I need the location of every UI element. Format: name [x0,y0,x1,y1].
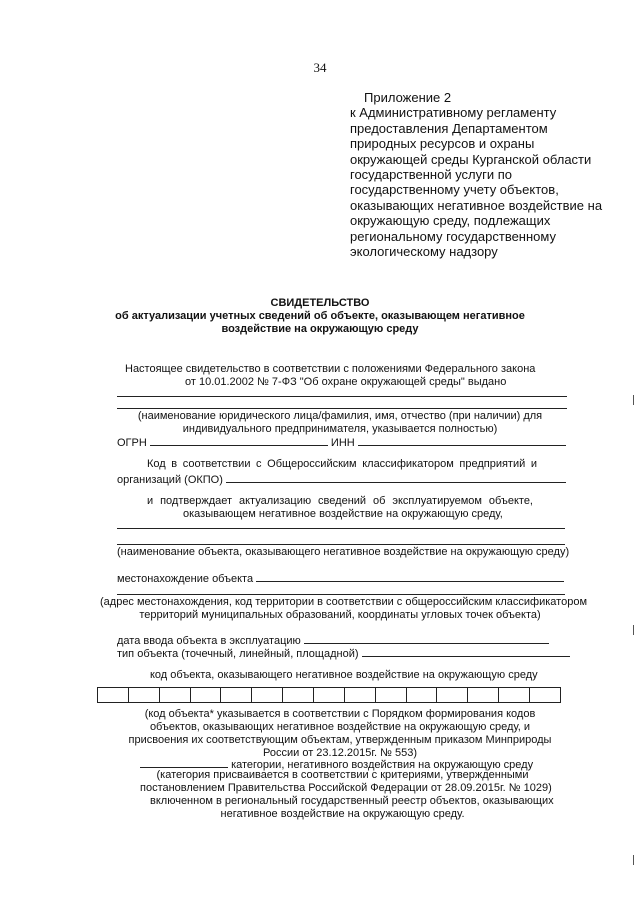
ogrn-label: ОГРН [117,437,147,449]
ogrn-field[interactable] [150,434,328,446]
code-hint: России от 23.12.2015г. № 553) [263,747,417,759]
code-cell[interactable] [220,688,251,702]
certificate-subtitle: воздействие на окружающую среду [221,323,419,335]
code-cell[interactable] [159,688,190,702]
appendix-line: окружающей среды Курганской области [350,151,592,167]
appendix-line: предоставления Департаментом [350,120,548,136]
intro-text: от 10.01.2002 № 7-ФЗ "Об охране окружающей среды" выдано [185,376,507,388]
page-number: 34 [313,60,327,75]
confirm-text: и подтверждает актуализацию сведений об эксплуатируемом объекте, [147,495,533,507]
appendix-line: оказывающих негативное воздействие на [350,197,603,213]
code-hint: присвоения их соответствующим объектам, утвержденным приказом Минприроды [128,734,552,746]
code-cell[interactable] [128,688,159,702]
okpo-text: Код в соответствии с Общероссийским классификатором предприятий и [147,458,537,470]
appendix-line: природных ресурсов и охраны [350,136,535,152]
field-hint: территорий муниципальных образований, координаты угловых точек объекта) [139,609,541,621]
code-cell[interactable] [190,688,221,702]
intro-text: Настоящее свидетельство в соответствии с положениями Федерального закона [125,363,536,375]
location-label: местонахождение объекта [117,573,254,585]
code-cell[interactable] [498,688,529,702]
category-hint: постановлением Правительства Российской Федерации от 28.09.2015г. № 1029) [140,782,552,794]
category-hint: (категория присваивается в соответствии с критериями, утвержденными [156,769,529,781]
code-label: код объекта, оказывающего негативное воздействие на окружающую среду [150,669,538,681]
type-label: тип объекта (точечный, линейный, площадной) [117,648,359,660]
code-cell[interactable] [529,688,560,702]
code-hint: (код объекта* указывается в соответствии с Порядком формирования кодов [144,708,536,720]
register-text: негативное воздействие на окружающую среду. [220,808,465,820]
code-cell[interactable] [344,688,375,702]
appendix-block [350,90,620,259]
register-text: включенном в региональный государственный реестр объектов, оказывающих [150,795,554,807]
margin-mark [633,625,634,635]
object-code-cells [97,687,561,703]
code-cell[interactable] [406,688,437,702]
category-text: категории, негативного воздействия на окружающую среду [231,759,534,771]
field-hint: (адрес местонахождения, код территории в соответствии с общероссийским классификатором [100,596,588,608]
confirm-text: оказывающем негативное воздействие на окружающую среду, [183,508,503,520]
fill-line [117,544,565,545]
margin-mark [633,395,634,405]
certificate-title: СВИДЕТЕЛЬСТВО [270,297,370,309]
field-hint: индивидуального предпринимателя, указывается полностью) [182,423,498,435]
inn-label: ИНН [330,437,355,449]
okpo-field[interactable] [226,471,566,483]
appendix-line: региональному государственному [350,228,556,244]
code-cell[interactable] [313,688,344,702]
code-cell[interactable] [282,688,313,702]
fill-line [117,528,565,529]
code-cell[interactable] [375,688,406,702]
fill-line [117,396,567,397]
fill-line [117,408,567,409]
location-row [117,570,577,587]
inn-field[interactable] [358,434,566,446]
code-cell[interactable] [467,688,498,702]
fill-line [117,594,565,595]
appendix-line: государственному учету объектов, [350,182,559,198]
location-field[interactable] [256,570,564,582]
ogrn-row [117,434,577,451]
appendix-line: окружающую среду, подлежащих [350,213,551,229]
type-field[interactable] [362,645,570,657]
commission-label: дата ввода объекта в эксплуатацию [117,635,301,647]
appendix-line: государственной услуги по [350,167,513,183]
certificate-subtitle: об актуализации учетных сведений об объекте, оказывающем негативное [115,310,525,322]
field-hint: (наименование объекта, оказывающего негативное воздействие на окружающую среду) [117,546,570,558]
appendix-line: экологическому надзору [350,244,498,260]
field-hint: (наименование юридического лица/фамилия, имя, отчество (при наличии) для [137,410,543,422]
category-field[interactable] [140,756,228,768]
code-cell[interactable] [251,688,282,702]
code-cell[interactable] [436,688,467,702]
appendix-line: к Административному регламенту [350,105,557,121]
code-cell[interactable] [98,688,128,702]
commission-date-field[interactable] [304,632,549,644]
type-row [117,645,577,662]
appendix-title: Приложение 2 [364,90,452,105]
okpo-label: организаций (ОКПО) [117,474,223,486]
margin-mark [633,855,634,865]
code-hint: объектов, оказывающих негативное воздействие на окружающую среду, и [149,721,531,733]
okpo-row [117,471,577,488]
